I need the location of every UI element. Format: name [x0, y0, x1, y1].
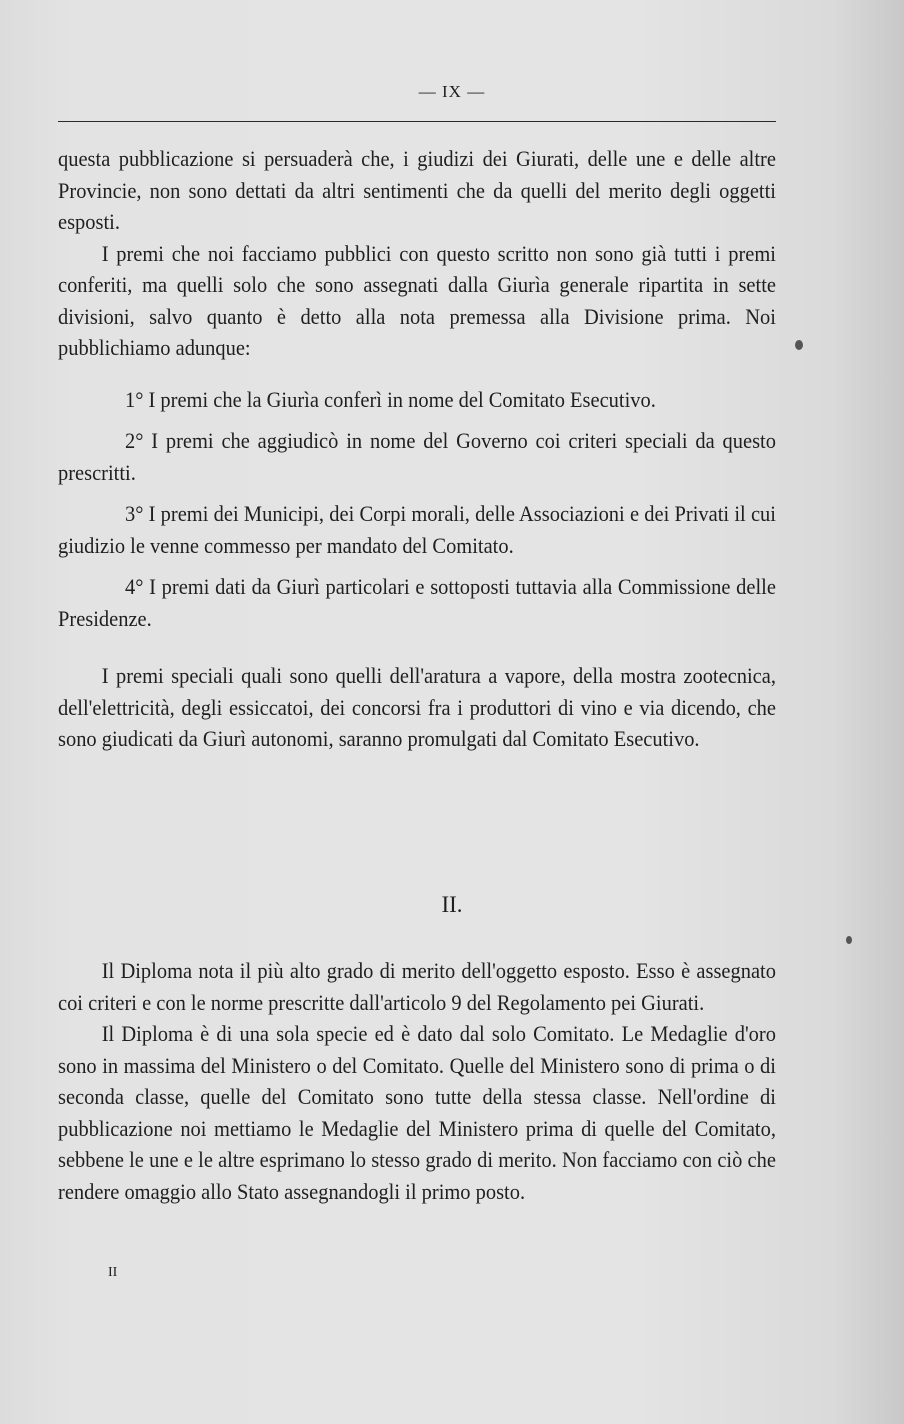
- paragraph-premi-intro: I premi che noi facciamo pubblici con questo scritto non sono già tutti i premi conferiti, ma quelli solo che sono assegnati dalla Giurìa generale ripartita in sette divisioni, salvo quanto è detto alla nota premessa alla Divisione prima. Noi pubblichiamo adunque:: [58, 240, 776, 360]
- section-heading: II.: [441, 892, 463, 917]
- ink-spot: [795, 340, 803, 350]
- header-rule: [58, 121, 776, 122]
- body-text-top: [58, 143, 776, 755]
- paragraph-premi-speciali: I premi speciali quali sono quelli dell'aratura a vapore, della mostra zootecnica, dell'elettricità, degli essiccatoi, dei concorsi fra i produttori di vino e via dicendo, che sono giudicati da Giurì autonomi, saranno promulgati dal Comitato Esecutivo.: [58, 663, 776, 751]
- running-header: — IX —: [418, 82, 486, 101]
- paragraph-diploma: Il Diploma nota il più alto grado di merito dell'oggetto esposto. Esso è assegnato coi criteri e con le norme prescritte dall'articolo 9 del Regolamento pei Giurati.: [58, 958, 776, 1015]
- list-item-2: 2° I premi che aggiudicò in nome del Governo coi criteri speciali da questo prescritti.: [58, 428, 776, 485]
- ink-spot: [846, 936, 852, 944]
- paragraph-continuation: questa pubblicazione si persuaderà che, i giudizi dei Giurati, delle une e delle altre Provincie, non sono dettati da altri sentimenti che da quelli del merito degli oggetti esposti.: [58, 146, 776, 234]
- body-text-section: [58, 955, 776, 1207]
- list-item-4: 4° I premi dati da Giurì particolari e sottoposti tuttavia alla Commissione delle Presidenze.: [58, 574, 776, 631]
- list-item-1: 1° I premi che la Giurìa conferì in nome del Comitato Esecutivo.: [124, 386, 656, 412]
- paragraph-medaglie: Il Diploma è di una sola specie ed è dato dal solo Comitato. Le Medaglie d'oro sono in massima del Ministero o del Comitato. Quelle del Ministero sono di prima o di seconda classe, quelle del Comitato sono tutte della stessa classe. Nell'ordine di pubblicazione noi mettiamo le Medaglie del Ministero prima di quelle del Comitato, sebbene le une e le altre esprimano lo stesso grado di merito. Non facciamo con ciò che rendere omaggio allo Stato assegnandogli il primo posto.: [58, 1021, 776, 1204]
- signature-mark: II: [108, 1265, 118, 1280]
- list-item-3: 3° I premi dei Municipi, dei Corpi morali, delle Associazioni e dei Privati il cui giudizio le venne commesso per mandato del Comitato.: [58, 501, 776, 558]
